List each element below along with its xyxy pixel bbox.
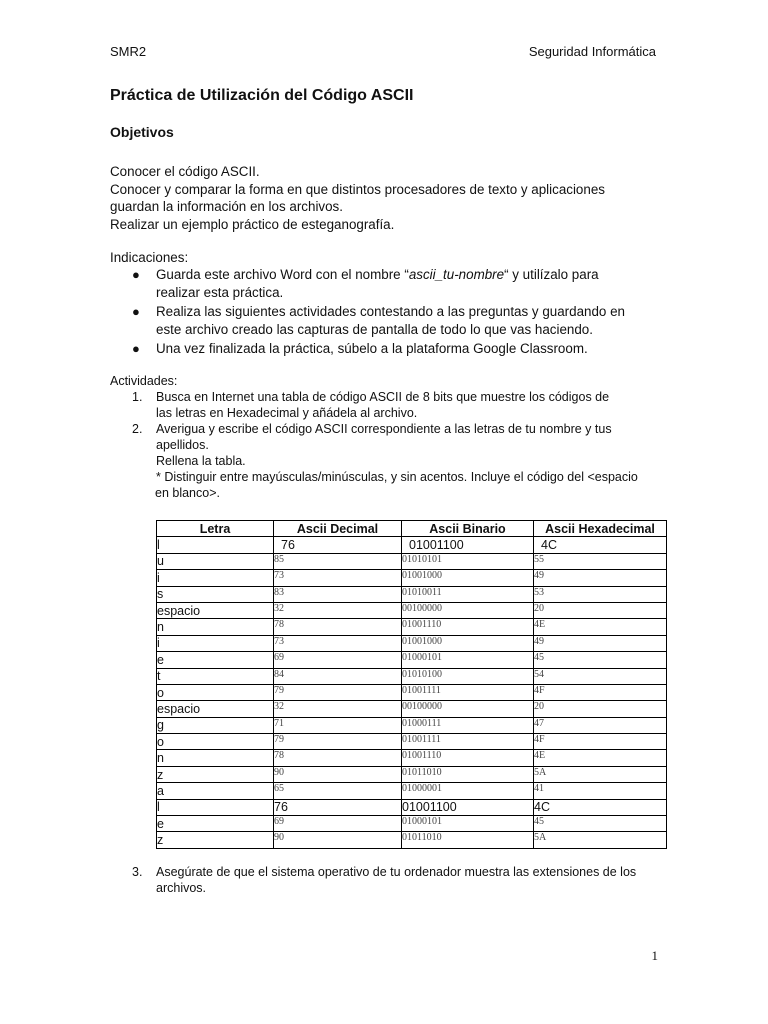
cell-decimal: 79 — [274, 734, 402, 750]
cell-hex: 5A — [534, 766, 667, 782]
cell-hex: 49 — [534, 635, 667, 651]
cell-decimal: 79 — [274, 684, 402, 700]
page-number: 1 — [651, 948, 658, 963]
cell-hex: 4C — [534, 537, 667, 553]
cell-hex: 54 — [534, 668, 667, 684]
indication-item — [110, 303, 670, 338]
cell-hex: 45 — [534, 652, 667, 668]
cell-binary: 01010100 — [402, 668, 534, 684]
cell-hex: 20 — [534, 701, 667, 717]
table-row — [157, 668, 667, 684]
cell-binary: 00100000 — [402, 602, 534, 618]
file-name-example: ascii_tu-nombre — [408, 267, 505, 282]
cell-decimal: 78 — [274, 750, 402, 766]
indications-list — [110, 266, 670, 360]
cell-binary: 01001111 — [402, 684, 534, 700]
table-row — [157, 832, 667, 848]
cell-binary: 01000101 — [402, 652, 534, 668]
cell-letter: a — [157, 783, 274, 799]
cell-hex: 4C — [534, 799, 667, 815]
cell-binary: 01001000 — [402, 570, 534, 586]
table-row — [157, 816, 667, 832]
cell-decimal: 90 — [274, 766, 402, 782]
header-subject: Seguridad Informática — [528, 44, 656, 59]
cell-hex: 53 — [534, 586, 667, 602]
table-row — [157, 602, 667, 618]
activity-text: * Distinguir entre mayúsculas/minúsculas, y sin acentos. Incluye el código del <espacio — [156, 470, 638, 484]
cell-letter: i — [157, 635, 274, 651]
cell-letter: t — [157, 668, 274, 684]
bullet-icon: ● — [132, 267, 140, 282]
indications-label: Indicaciones: — [110, 250, 189, 265]
cell-letter: s — [157, 586, 274, 602]
cell-decimal: 71 — [274, 717, 402, 733]
table-row — [157, 619, 667, 635]
cell-letter: i — [157, 570, 274, 586]
table-row — [157, 570, 667, 586]
cell-hex: 45 — [534, 816, 667, 832]
cell-decimal: 32 — [274, 701, 402, 717]
objectives-list — [110, 163, 670, 233]
cell-binary: 01011010 — [402, 766, 534, 782]
table-body — [157, 537, 667, 848]
cell-letter: z — [157, 832, 274, 848]
activity-text: en blanco>. — [155, 486, 220, 500]
objective-line: Conocer el código ASCII. — [110, 164, 260, 179]
activity-number: 2. — [132, 422, 143, 436]
cell-binary: 01001110 — [402, 619, 534, 635]
cell-hex: 41 — [534, 783, 667, 799]
cell-binary: 01000001 — [402, 783, 534, 799]
column-header: Ascii Hexadecimal — [534, 521, 667, 537]
indication-text: Una vez finalizada la práctica, súbelo a la plataforma Google Classroom. — [156, 341, 588, 356]
indication-item — [110, 266, 670, 301]
activity-number: 3. — [132, 865, 143, 879]
objective-line: Conocer y comparar la forma en que distintos procesadores de texto y aplicaciones — [110, 181, 605, 197]
column-header: Letra — [157, 521, 274, 537]
cell-letter: l — [157, 799, 274, 815]
indication-text: “ y utilízalo para — [504, 267, 599, 282]
table-row — [157, 766, 667, 782]
cell-hex: 4E — [534, 750, 667, 766]
table-row — [157, 717, 667, 733]
cell-decimal: 78 — [274, 619, 402, 635]
cell-hex: 55 — [534, 553, 667, 569]
cell-binary: 01001111 — [402, 734, 534, 750]
cell-decimal: 90 — [274, 832, 402, 848]
cell-letter: n — [157, 750, 274, 766]
table-row — [157, 734, 667, 750]
cell-binary: 00100000 — [402, 701, 534, 717]
table-row — [157, 553, 667, 569]
cell-decimal: 69 — [274, 816, 402, 832]
cell-binary: 01000101 — [402, 816, 534, 832]
cell-decimal: 69 — [274, 652, 402, 668]
cell-letter: o — [157, 734, 274, 750]
table-row — [157, 537, 667, 553]
cell-hex: 5A — [534, 832, 667, 848]
cell-letter: n — [157, 619, 274, 635]
cell-binary: 01001100 — [402, 537, 534, 553]
cell-binary: 01010011 — [402, 586, 534, 602]
activity-text: las letras en Hexadecimal y añádela al archivo. — [156, 406, 418, 420]
cell-letter: z — [157, 766, 274, 782]
table-row — [157, 783, 667, 799]
indication-text: este archivo creado las capturas de pantalla de todo lo que vas haciendo. — [156, 321, 593, 337]
cell-hex: 49 — [534, 570, 667, 586]
bullet-icon: ● — [132, 341, 140, 356]
table-row — [157, 684, 667, 700]
table-header-row — [157, 521, 667, 537]
cell-decimal: 83 — [274, 586, 402, 602]
cell-hex: 47 — [534, 717, 667, 733]
table-row — [157, 652, 667, 668]
cell-letter: e — [157, 652, 274, 668]
cell-decimal: 76 — [274, 799, 402, 815]
cell-hex: 4E — [534, 619, 667, 635]
cell-letter: e — [157, 816, 274, 832]
bullet-icon: ● — [132, 304, 140, 319]
table-row — [157, 750, 667, 766]
cell-decimal: 32 — [274, 602, 402, 618]
activity-number: 1. — [132, 390, 143, 404]
cell-letter: espacio — [157, 602, 274, 618]
column-header: Ascii Binario — [402, 521, 534, 537]
indication-item — [110, 340, 670, 358]
cell-decimal: 85 — [274, 553, 402, 569]
cell-binary: 01001000 — [402, 635, 534, 651]
cell-hex: 4F — [534, 734, 667, 750]
activity-text: Averigua y escribe el código ASCII correspondiente a las letras de tu nombre y tus — [156, 422, 612, 436]
cell-hex: 4F — [534, 684, 667, 700]
cell-letter: l — [157, 537, 274, 553]
indication-text: Realiza las siguientes actividades contestando a las preguntas y guardando en — [156, 304, 625, 319]
cell-binary: 01010101 — [402, 553, 534, 569]
cell-binary: 01001110 — [402, 750, 534, 766]
table-row — [157, 586, 667, 602]
activity-text: archivos. — [156, 881, 207, 895]
activity-item — [110, 421, 670, 453]
cell-decimal: 84 — [274, 668, 402, 684]
indication-text: realizar esta práctica. — [156, 284, 284, 300]
activity-item — [110, 389, 670, 421]
cell-decimal: 73 — [274, 570, 402, 586]
activity-text: Rellena la tabla. — [156, 454, 246, 468]
cell-hex: 20 — [534, 602, 667, 618]
activity-text: Asegúrate de que el sistema operativo de tu ordenador muestra las extensiones de los — [156, 865, 637, 879]
objectives-heading: Objetivos — [110, 124, 174, 140]
ascii-table — [156, 520, 667, 849]
activities-list — [110, 389, 670, 501]
objective-line: guardan la información en los archivos. — [110, 199, 343, 214]
activity-text: Busca en Internet una tabla de código ASCII de 8 bits que muestre los códigos de — [156, 390, 610, 404]
cell-binary: 01000111 — [402, 717, 534, 733]
table-row — [157, 799, 667, 815]
cell-letter: g — [157, 717, 274, 733]
cell-decimal: 73 — [274, 635, 402, 651]
indication-text: Guarda este archivo Word con el nombre “ — [156, 267, 409, 282]
activity-text: apellidos. — [156, 438, 209, 452]
activities-label: Actividades: — [110, 374, 178, 388]
header-course: SMR2 — [110, 44, 147, 59]
cell-binary: 01001100 — [402, 799, 534, 815]
table-row — [157, 635, 667, 651]
page-title: Práctica de Utilización del Código ASCII — [110, 87, 414, 104]
cell-binary: 01011010 — [402, 832, 534, 848]
column-header: Ascii Decimal — [274, 521, 402, 537]
cell-decimal: 76 — [274, 537, 402, 553]
table-row — [157, 701, 667, 717]
cell-letter: u — [157, 553, 274, 569]
activity-item — [110, 864, 670, 896]
cell-decimal: 65 — [274, 783, 402, 799]
objective-line: Realizar un ejemplo práctico de esteganografía. — [110, 216, 395, 232]
cell-letter: espacio — [157, 701, 274, 717]
cell-letter: o — [157, 684, 274, 700]
